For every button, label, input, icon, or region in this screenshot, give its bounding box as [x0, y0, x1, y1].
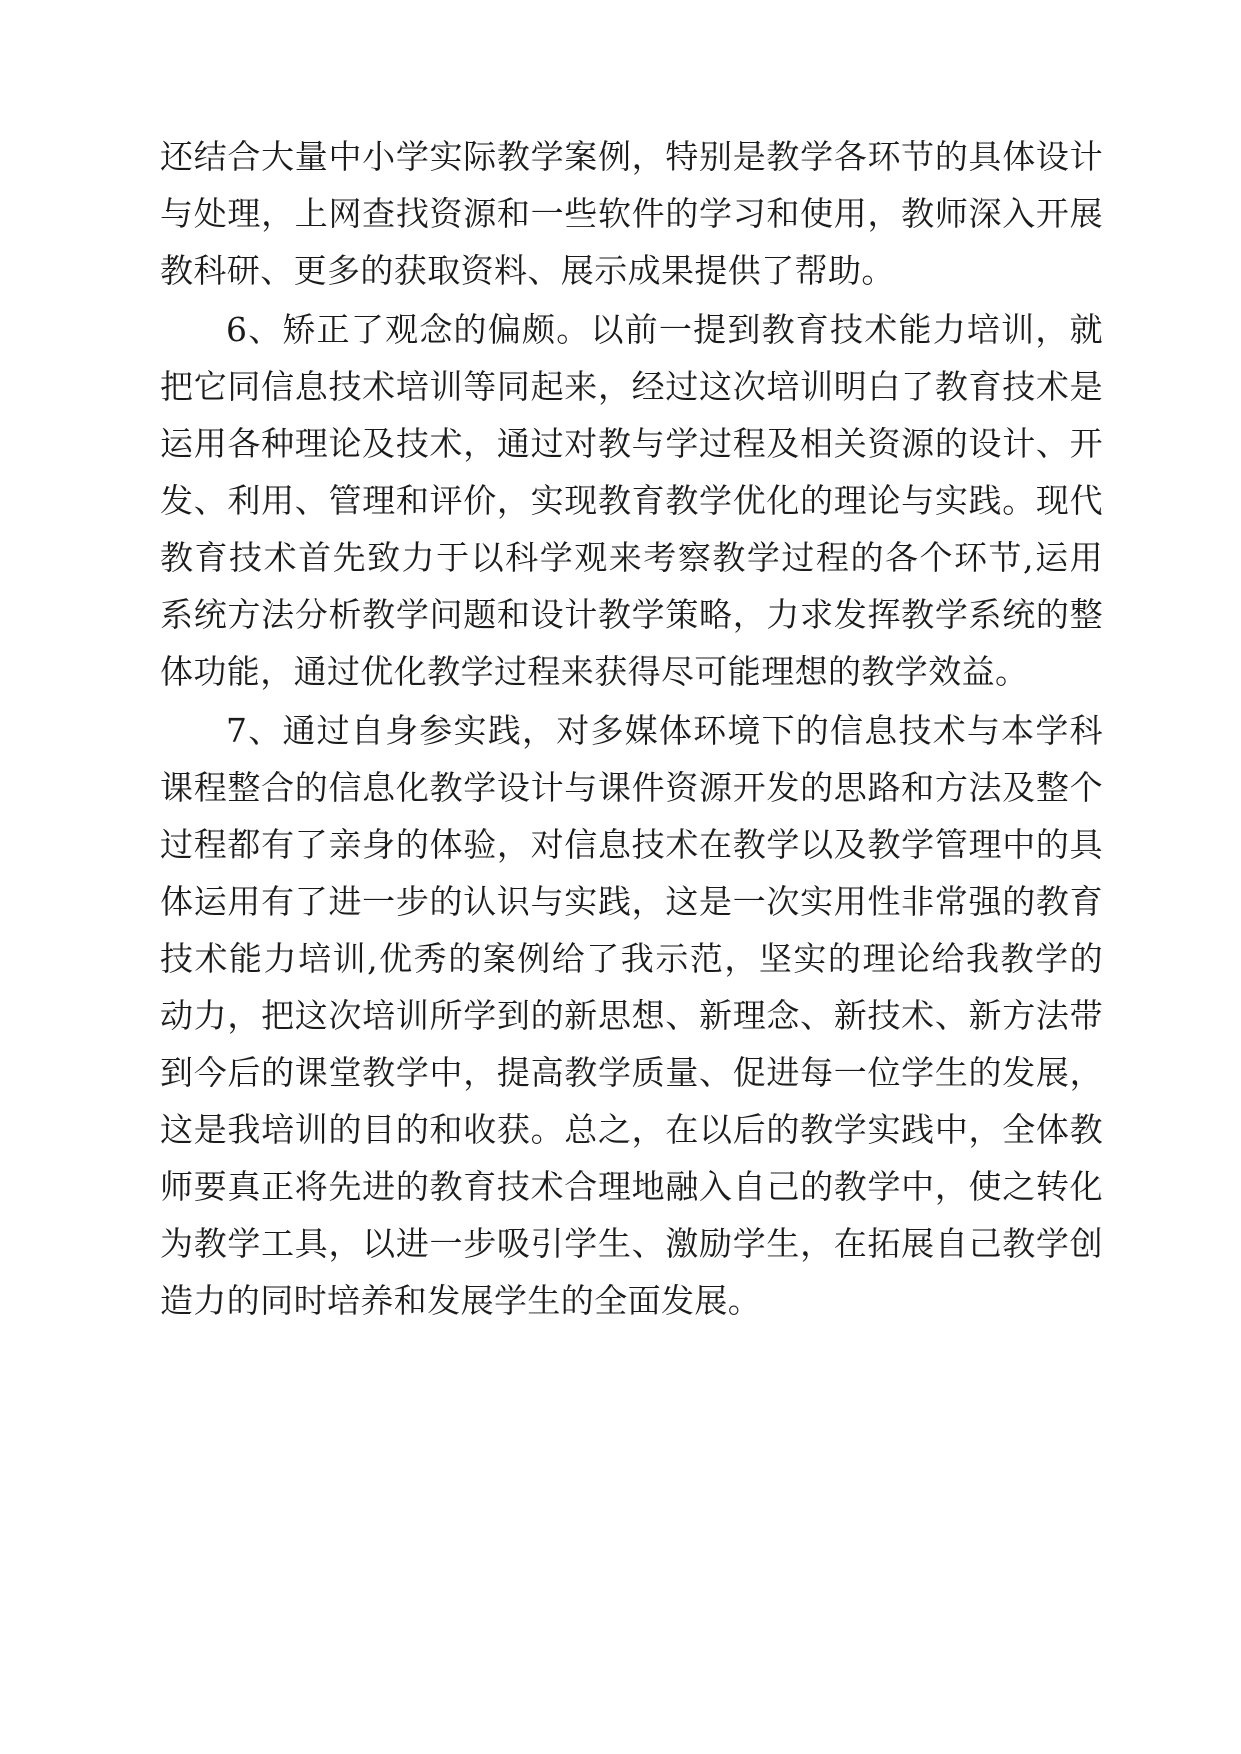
paragraph-item-6: 6、矫正了观念的偏颇。以前一提到教育技术能力培训，就把它同信息技术培训等同起来，经过这次培训明白了教育技术是运用各种理论及技术，通过对教与学过程及相关资源的设计、开发、利用、管理和评价，实现教育教学优化的理论与实践。现代教育技术首先致力于以科学观来考察教学过程的各个环节,运用系统方法分析教学问题和设计教学策略，力求发挥教学系统的整体功能，通过优化教学过程来获得尽可能理想的教学效益。	[160, 310, 1103, 691]
paragraph-item-7: 7、通过自身参实践，对多媒体环境下的信息技术与本学科课程整合的信息化教学设计与课件资源开发的思路和方法及整个过程都有了亲身的体验，对信息技术在教学以及教学管理中的具体运用有了进一步的认识与实践，这是一次实用性非常强的教育技术能力培训,优秀的案例给了我示范，坚实的理论给我教学的动力，把这次培训所学到的新思想、新理念、新技术、新方法带到今后的课堂教学中，提高教学质量、促进每一位学生的发展，这是我培训的目的和收获。总之，在以后的教学实践中，全体教师要真正将先进的教育技术合理地融入自己的教学中，使之转化为教学工具，以进一步吸引学生、激励学生，在拓展自己教学创造力的同时培养和发展学生的全面发展。	[160, 711, 1103, 1320]
paragraph-continuation: 还结合大量中小学实际教学案例，特别是教学各环节的具体设计与处理，上网查找资源和一些软件的学习和使用，教师深入开展教科研、更多的获取资料、展示成果提供了帮助。	[160, 137, 1103, 290]
document-body	[160, 128, 1103, 1329]
